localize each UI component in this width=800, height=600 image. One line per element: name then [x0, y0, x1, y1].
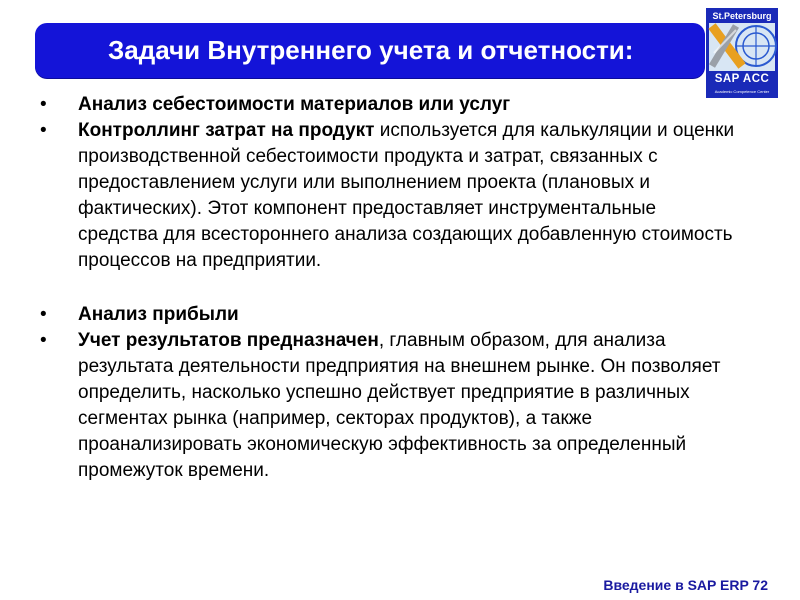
bullet-text: , главным образом, для анализа результата деятельности предприятия на внешнем рынке. Он позволяет определить, насколько успешно действует предприятие в различных сегментах рынка (например, секторах продуктов), а также проанализировать экономическую эффективность за определенный промежуток времени. — [78, 330, 721, 481]
slide-title: Задачи Внутреннего учета и отчетности: — [108, 35, 634, 65]
bullet-item — [40, 328, 740, 484]
bullet-item — [40, 92, 740, 118]
footer-text: Введение в SAP ERP — [603, 577, 749, 593]
bullet-text: используется для калькуляции и оценки производственной себестоимости продукта и затрат, связанных с предоставлением услуги или выполнением проекта (плановых и фактических). Этот компонент предоставляет инструментальные средства для всестороннего анализа создающих добавленную стоимость процессов на предприятии. — [78, 120, 735, 271]
bullet-item — [40, 118, 740, 274]
slide-footer — [603, 577, 768, 593]
logo-main-text: SAP ACC — [714, 73, 770, 85]
bullet-marker: • — [40, 120, 47, 141]
bullet-bold-text: Учет результатов предназначен — [78, 330, 379, 351]
bullet-marker: • — [40, 330, 47, 351]
bullet-bold-text: Анализ прибыли — [78, 304, 239, 325]
sap-acc-logo — [706, 8, 778, 98]
bullet-bold-text: Контроллинг затрат на продукт — [78, 120, 375, 141]
page-number: 72 — [752, 577, 768, 593]
logo-top-text: St.Petersburg — [712, 11, 772, 21]
spacer — [40, 274, 740, 302]
bullet-marker: • — [40, 304, 47, 325]
bullet-item — [40, 302, 740, 328]
logo-sub-text: Academic Competence Center — [714, 89, 770, 94]
bullet-marker: • — [40, 94, 47, 115]
bullet-bold-text: Анализ себестоимости материалов или услуг — [78, 94, 511, 115]
slide-content — [40, 92, 740, 484]
